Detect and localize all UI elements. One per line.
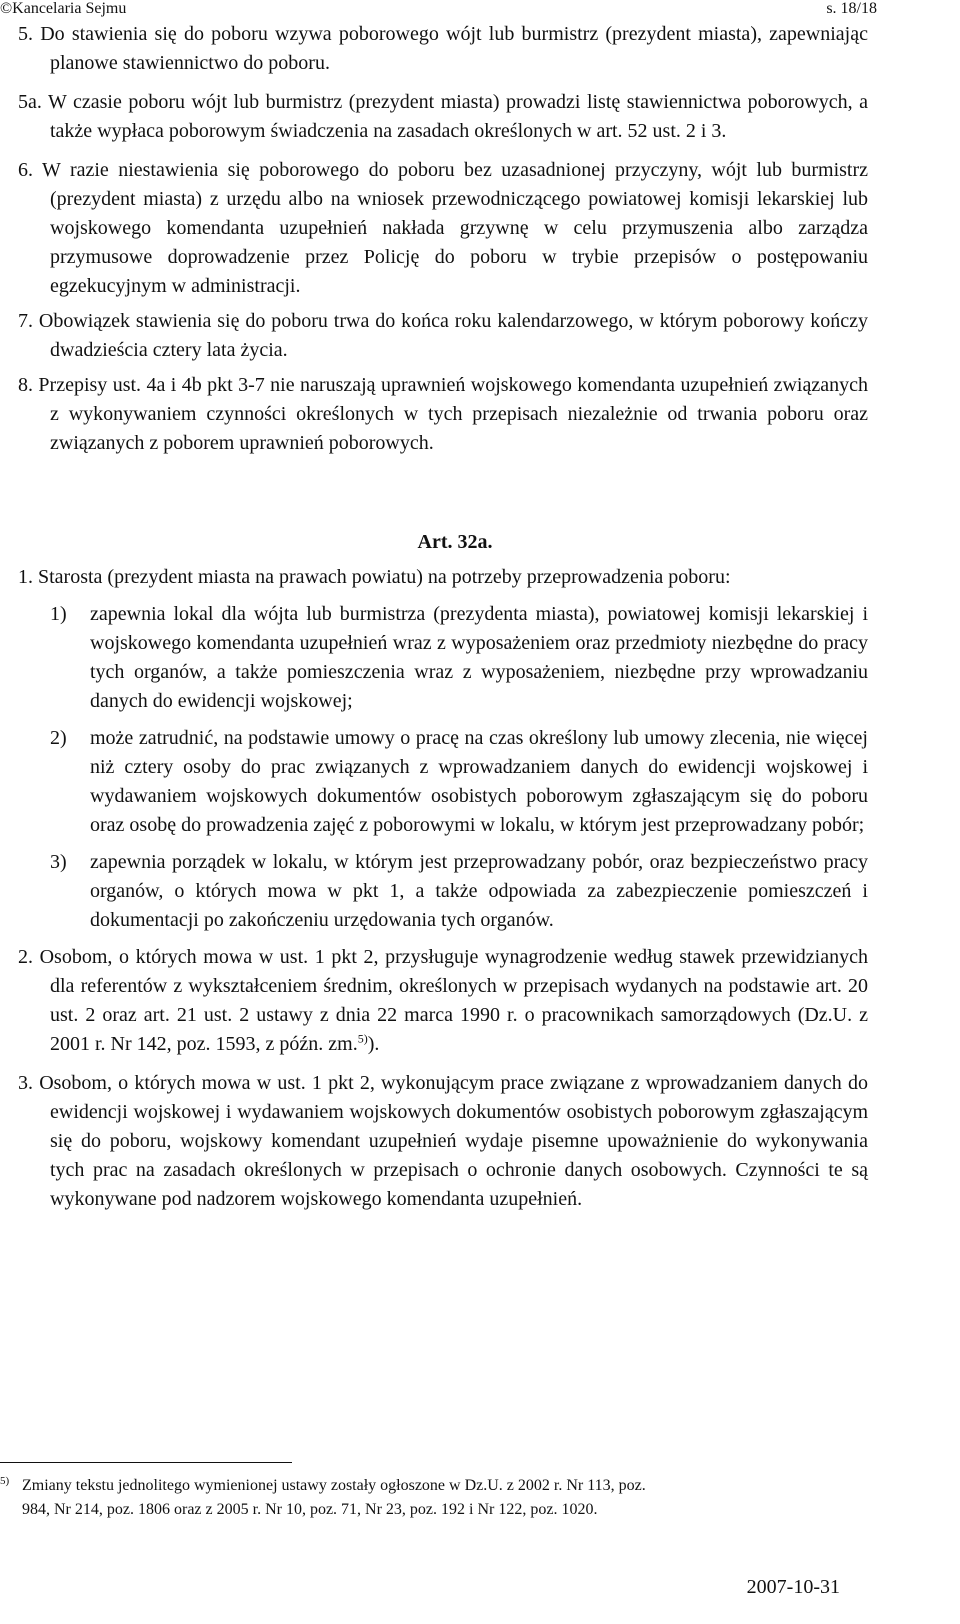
list-item-number: 1) [50, 603, 67, 625]
header-publisher: ©Kancelaria Sejmu [0, 0, 127, 17]
document-body [18, 20, 868, 1214]
article-item-list [18, 600, 868, 935]
footnote-reference[interactable]: 5) [357, 1031, 368, 1046]
paragraph-8: 8. Przepisy ust. 4a i 4b pkt 3-7 nie naruszają uprawnień wojskowego komendanta uzupełnień związanych z wykonywaniem czynności określonych w tych przepisach niezależnie od trwania poboru oraz związanych z poborem uprawnień poborowych. [18, 374, 868, 454]
paragraph-5a: 5a. W czasie poboru wójt lub burmistrz (prezydent miasta) prowadzi listę stawiennictwa poborowych, a także wypłaca poborowym świadczenia na zasadach określonych w art. 52 ust. 2 i 3. [18, 91, 868, 142]
footnote-line-1: Zmiany tekstu jednolitego wymienionej ustawy zostały ogłoszone w Dz.U. z 2002 r. Nr 113, poz. [22, 1477, 646, 1494]
list-item [18, 724, 868, 840]
footnote [0, 1474, 868, 1522]
list-item-text: może zatrudnić, na podstawie umowy o pracę na czas określony lub umowy zlecenia, nie więcej niż cztery osoby do prac związanych z wprowadzaniem danych do ewidencji wojskowej i wydawaniem wojskowych dokumentów osobistych poborowym zgłaszającym się do poboru oraz osobę do prowadzenia zajęć z poborowymi w lokalu, w którym jest przeprowadzany pobór; [90, 727, 868, 836]
list-item-text: zapewnia lokal dla wójta lub burmistrza (prezydenta miasta), powiatowej komisji lekarskiej i wojskowego komendanta uzupełnień wraz z wyposażeniem oraz przedmioty niezbędne do pracy tych organów, a także pomieszczenia wraz z wyposażeniem, niezbędne przy wprowadzaniu danych do ewidencji wojskowej; [90, 603, 868, 712]
footnote-line-2: 984, Nr 214, poz. 1806 oraz z 2005 r. Nr 10, poz. 71, Nr 23, poz. 192 i Nr 122, poz. 1020. [22, 1501, 598, 1518]
list-item [18, 848, 868, 935]
header-page-number: s. 18/18 [826, 0, 877, 17]
article-paragraph-2 [18, 943, 868, 1059]
footnote-mark: 5) [0, 1475, 10, 1487]
paragraph-5: 5. Do stawienia się do poboru wzywa poborowego wójt lub burmistrz (prezydent miasta), zapewniając planowe stawiennictwo do poboru. [18, 23, 868, 74]
list-item-number: 2) [50, 727, 67, 749]
paragraph-7: 7. Obowiązek stawienia się do poboru trwa do końca roku kalendarzowego, w którym poborowy kończy dwadzieścia cztery lata życia. [18, 310, 868, 361]
list-item [18, 600, 868, 716]
list-item-number: 3) [50, 851, 67, 873]
article-paragraph-2-end: ). [367, 1033, 380, 1055]
footer-date: 2007-10-31 [746, 1576, 840, 1598]
article-paragraph-2-text: 2. Osobom, o których mowa w ust. 1 pkt 2, przysługuje wynagrodzenie według stawek przewidzianych dla referentów z wykształceniem średnim, określonych w przepisach wydanych na podstawie art. 20 ust. 2 oraz art. 21 ust. 2 ustawy z dnia 22 marca 1990 r. o pracownikach samorządowych (Dz.U. z 2001 r. Nr 142, poz. 1593, z późn. zm. [18, 946, 868, 1055]
list-item-text: zapewnia porządek w lokalu, w którym jest przeprowadzany pobór, oraz bezpieczeństwo pracy organów, o których mowa w pkt 1, a także odpowiada za zabezpieczenie pomieszczeń i dokumentacji po zakończeniu urzędowania tych organów. [90, 851, 868, 931]
footnote-divider [0, 1462, 292, 1463]
article-paragraph-3: 3. Osobom, o których mowa w ust. 1 pkt 2, wykonującym prace związane z wprowadzaniem danych do ewidencji wojskowej i wydawaniem wojskowych dokumentów osobistych poborowym zgłaszającym się do poboru, wojskowy komendant uzupełnień wydaje pisemne upoważnienie do wykonywania tych prac na zasadach określonych w przepisach o ochronie danych osobowych. Czynności te są wykonywane pod nadzorem wojskowego komendanta uzupełnień. [18, 1072, 868, 1210]
article-paragraph-1: 1. Starosta (prezydent miasta na prawach powiatu) na potrzeby przeprowadzenia poboru: [18, 566, 731, 588]
paragraph-6: 6. W razie niestawienia się poborowego do poboru bez uzasadnionej przyczyny, wójt lub burmistrz (prezydent miasta) z urzędu albo na wniosek przewodniczącego powiatowej komisji lekarskiej lub wojskowego komendanta uzupełnień nakłada grzywnę w celu przymuszenia albo zarządza przymusowe doprowadzenie przez Policję do poboru w trybie przepisów o postępowaniu egzekucyjnym w administracji. [18, 159, 868, 297]
article-title: Art. 32a. [417, 531, 493, 553]
